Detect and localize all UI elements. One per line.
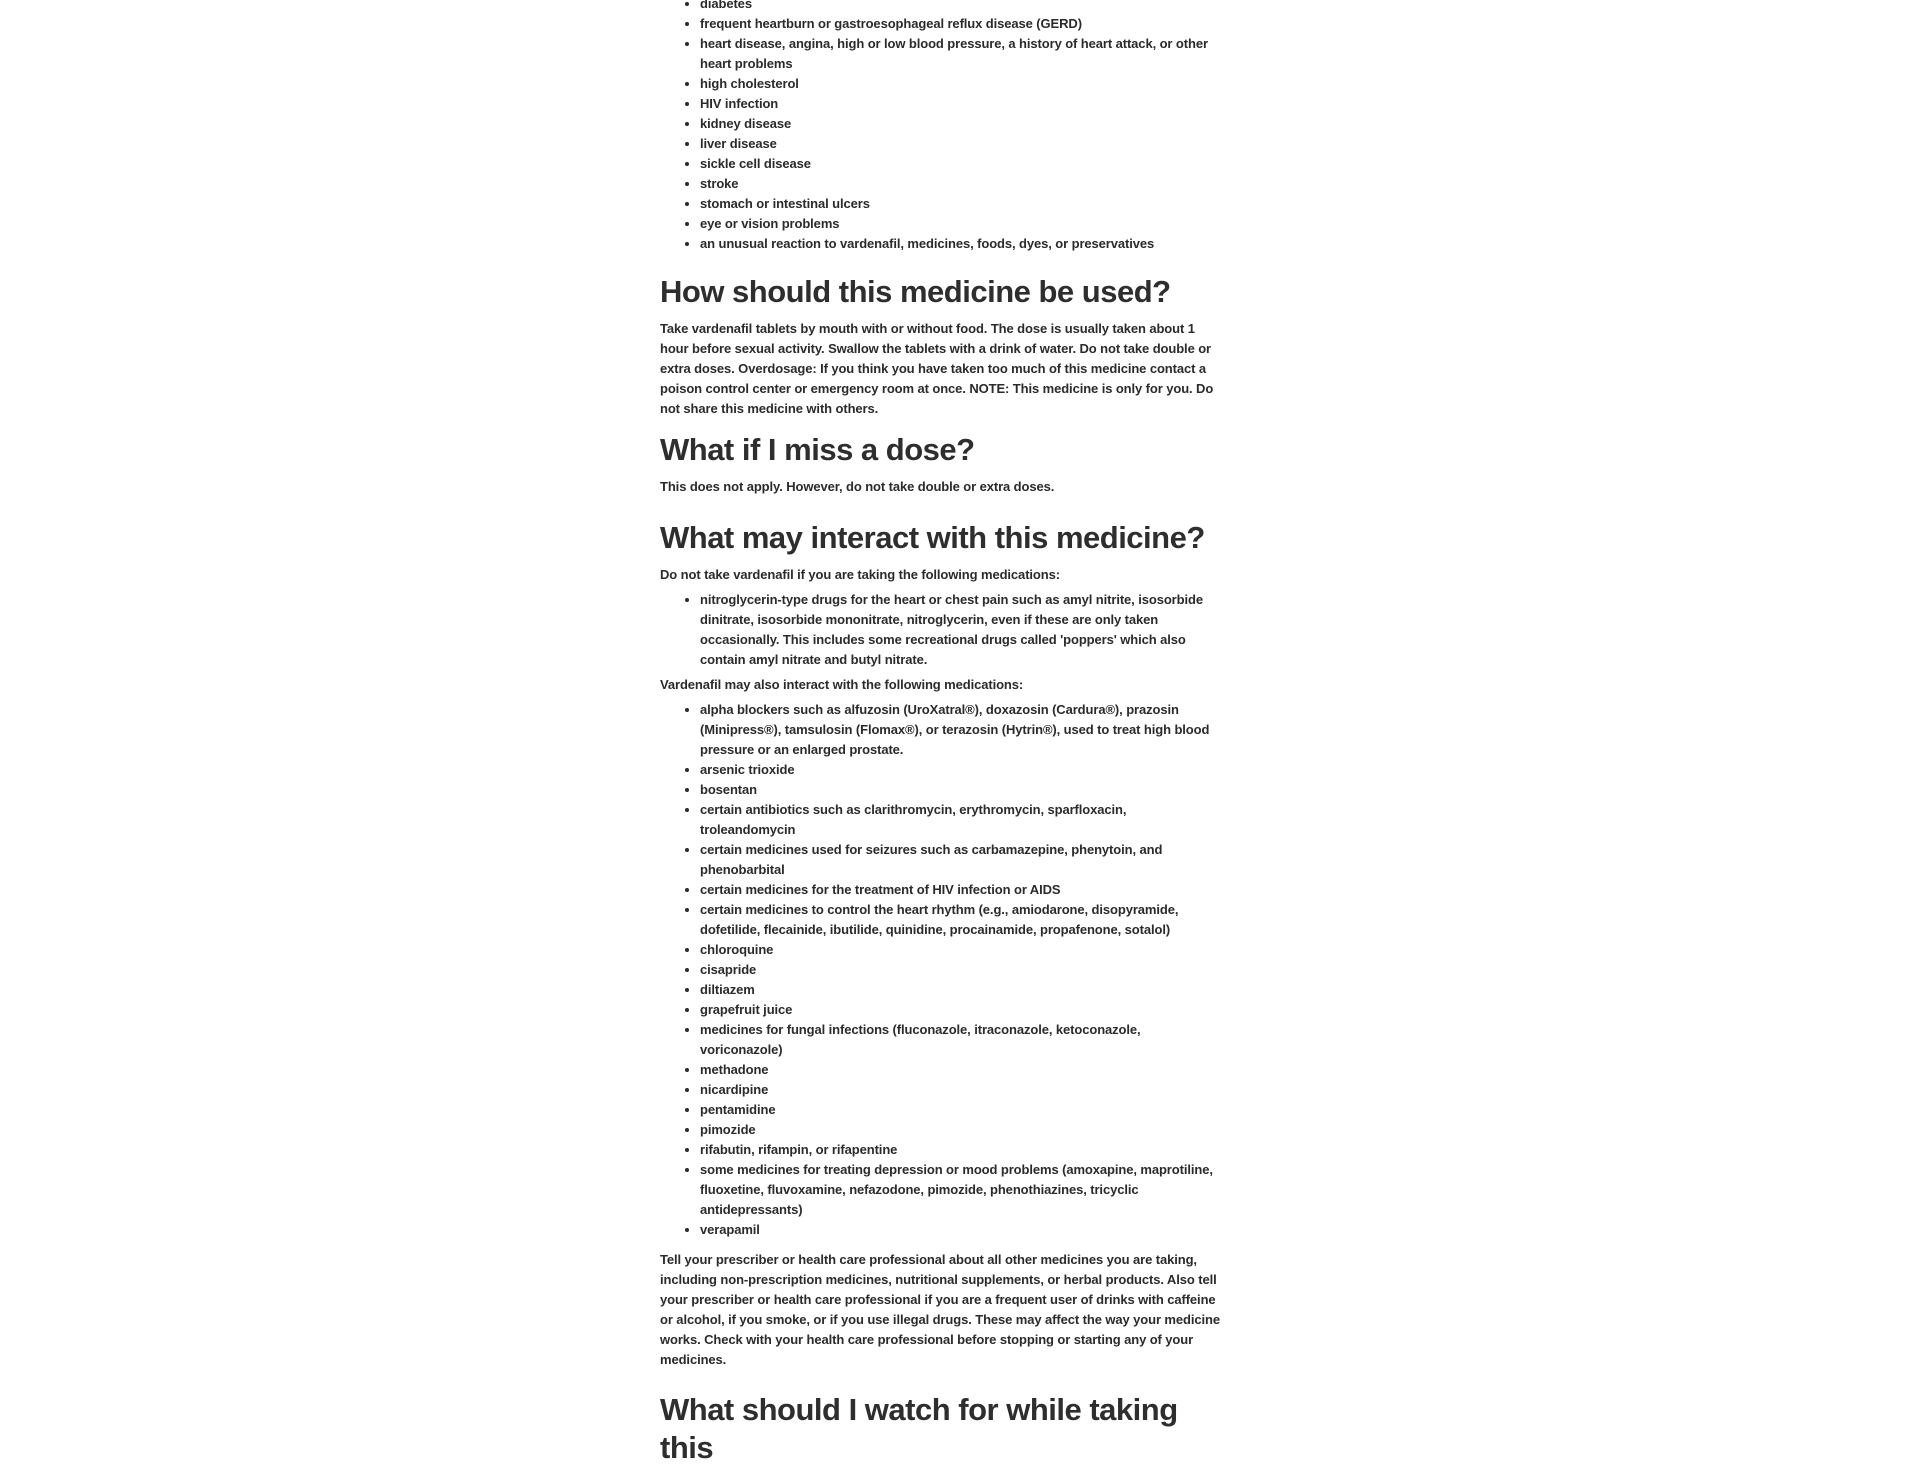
list-item: • alpha blockers such as alfuzosin (UroXatral®), doxazosin (Cardura®), prazosin (Minipress®), tamsulosin (Flomax®), or terazosin (Hytrin®), used to treat high blood pressure or an enlarged prostate. bbox=[700, 700, 1220, 760]
article-content bbox=[660, 0, 1220, 1467]
interactions-heading: What may interact with this medicine? bbox=[660, 520, 1205, 555]
list-item: • certain medicines for the treatment of HIV infection or AIDS bbox=[700, 880, 1220, 900]
list-item: • certain medicines to control the heart rhythm (e.g., amiodarone, disopyramide, dofetilide, flecainide, ibutilide, quinidine, procainamide, propafenone, sotalol) bbox=[700, 900, 1220, 940]
list-item: • diltiazem bbox=[700, 980, 1220, 1000]
list-item: • heart disease, angina, high or low blood pressure, a history of heart attack, or other heart problems bbox=[700, 34, 1220, 74]
list-item: • grapefruit juice bbox=[700, 1000, 1220, 1020]
list-item: • bosentan bbox=[700, 780, 1220, 800]
how-used-paragraph: Take vardenafil tablets by mouth with or without food. The dose is usually taken about 1 hour before sexual activity. Swallow the tablets with a drink of water. Do not take double or extra doses. Overdosage: If you think you have taken too much of this medicine contact a poison control center or emergency room at once. NOTE: This medicine is only for you. Do not share this medicine with others. bbox=[660, 321, 1214, 416]
list-item: • certain antibiotics such as clarithromycin, erythromycin, sparfloxacin, troleandomycin bbox=[700, 800, 1220, 840]
how-used-heading: How should this medicine be used? bbox=[660, 274, 1171, 309]
list-item: • nitroglycerin-type drugs for the heart or chest pain such as amyl nitrite, isosorbide dinitrate, isosorbide mononitrate, nitroglycerin, even if these are only taken occasionally. This includes some recreational drugs called 'poppers' which also contain amyl nitrate and butyl nitrate. bbox=[700, 590, 1220, 670]
list-item: • verapamil bbox=[700, 1220, 1220, 1240]
list-item: • certain medicines used for seizures such as carbamazepine, phenytoin, and phenobarbital bbox=[700, 840, 1220, 880]
list-item: • cisapride bbox=[700, 960, 1220, 980]
list-item: • eye or vision problems bbox=[700, 214, 1220, 234]
list-item: • frequent heartburn or gastroesophageal reflux disease (GERD) bbox=[700, 14, 1220, 34]
missed-dose-heading: What if I miss a dose? bbox=[660, 432, 975, 467]
watch-for-heading: What should I watch for while taking this bbox=[660, 1392, 1178, 1465]
list-item: • medicines for fungal infections (fluconazole, itraconazole, ketoconazole, voriconazole) bbox=[700, 1020, 1220, 1060]
list-item: • rifabutin, rifampin, or rifapentine bbox=[700, 1140, 1220, 1160]
list-item: • sickle cell disease bbox=[700, 154, 1220, 174]
missed-dose-paragraph: This does not apply. However, do not take double or extra doses. bbox=[660, 479, 1055, 494]
list-item: • stroke bbox=[700, 174, 1220, 194]
list-item: • stomach or intestinal ulcers bbox=[700, 194, 1220, 214]
list-item: • pentamidine bbox=[700, 1100, 1220, 1120]
list-item: • an unusual reaction to vardenafil, medicines, foods, dyes, or preservatives bbox=[700, 234, 1220, 254]
may-interact-intro: Vardenafil may also interact with the following medications: bbox=[660, 677, 1024, 692]
list-item: • chloroquine bbox=[700, 940, 1220, 960]
list-item: • kidney disease bbox=[700, 114, 1220, 134]
list-item: • HIV infection bbox=[700, 94, 1220, 114]
list-item: • some medicines for treating depression or mood problems (amoxapine, maprotiline, fluoxetine, fluvoxamine, nefazodone, pimozide, phenothiazines, tricyclic antidepressants) bbox=[700, 1160, 1220, 1220]
list-item: • high cholesterol bbox=[700, 74, 1220, 94]
do-not-take-list bbox=[660, 590, 1220, 670]
list-item: • nicardipine bbox=[700, 1080, 1220, 1100]
may-interact-list bbox=[660, 700, 1220, 1240]
list-item: • diabetes bbox=[700, 0, 1220, 14]
list-item: • pimozide bbox=[700, 1120, 1220, 1140]
tell-prescriber-paragraph: Tell your prescriber or health care professional about all other medicines you are taking, including non-prescription medicines, nutritional supplements, or herbal products. Also tell your prescriber or health care professional if you are a frequent user of drinks with caffeine or alcohol, if you smoke, or if you use illegal drugs. These may affect the way your medicine works. Check with your health care professional before stopping or starting any of your medicines. bbox=[660, 1252, 1220, 1367]
do-not-take-intro: Do not take vardenafil if you are taking the following medications: bbox=[660, 567, 1060, 582]
list-item: • liver disease bbox=[700, 134, 1220, 154]
conditions-list bbox=[660, 0, 1220, 254]
list-item: • methadone bbox=[700, 1060, 1220, 1080]
list-item: • arsenic trioxide bbox=[700, 760, 1220, 780]
